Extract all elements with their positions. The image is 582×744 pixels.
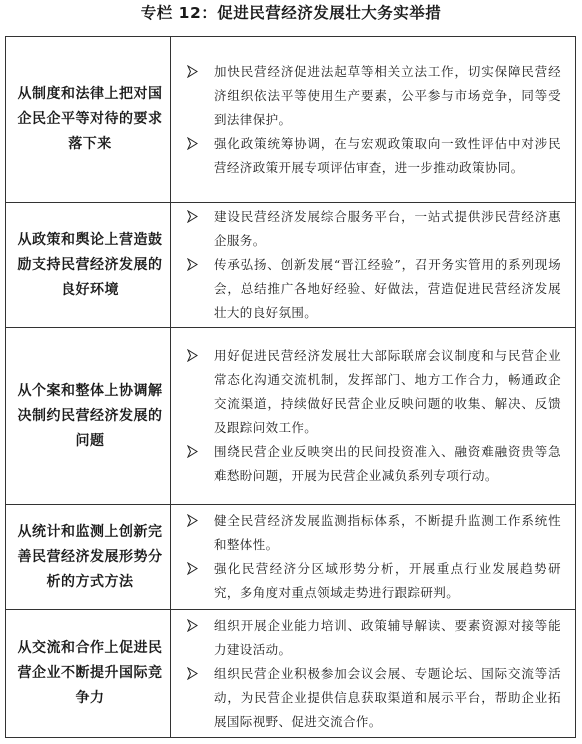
hollow-arrow-bullet-icon [187, 258, 198, 271]
measure-heading: 从统计和监测上创新完善民营经济发展形势分析的方式方法 [6, 505, 171, 610]
measure-row [6, 37, 576, 203]
hollow-arrow-bullet-icon [187, 619, 198, 632]
measure-item-text: 强化民营经济分区域形势分析，开展重点行业发展趋势研究，多角度对重点领域走势进行跟踪研判。 [214, 561, 561, 600]
measure-heading: 从制度和法律上把对国企民企平等对待的要求落下来 [6, 37, 171, 203]
hollow-arrow-bullet-icon [187, 349, 198, 362]
measures-table-body [6, 37, 576, 738]
measure-details [171, 203, 576, 328]
measures-table [5, 36, 576, 738]
measure-details [171, 37, 576, 203]
measure-row [6, 505, 576, 610]
hollow-arrow-bullet-icon [187, 210, 198, 223]
measure-item-list [187, 344, 561, 488]
measure-details [171, 328, 576, 505]
measure-row [6, 610, 576, 738]
measure-item-list [187, 205, 561, 325]
measure-item [187, 253, 561, 325]
measure-item-list [187, 60, 561, 180]
measure-heading: 从交流和合作上促进民营企业不断提升国际竞争力 [6, 610, 171, 738]
hollow-arrow-bullet-icon [187, 562, 198, 575]
hollow-arrow-bullet-icon [187, 445, 198, 458]
measure-heading: 从政策和舆论上营造鼓励支持民营经济发展的良好环境 [6, 203, 171, 328]
measure-heading: 从个案和整体上协调解决制约民营经济发展的问题 [6, 328, 171, 505]
measure-details [171, 505, 576, 610]
measure-item-list [187, 614, 561, 734]
measure-item-text: 传承弘扬、创新发展“晋江经验”，召开务实管用的系列现场会，总结推广各地好经验、好做法，营造促进民营经济发展壮大的良好氛围。 [214, 257, 561, 320]
hollow-arrow-bullet-icon [187, 65, 198, 78]
hollow-arrow-bullet-icon [187, 667, 198, 680]
measure-item [187, 132, 561, 180]
column-title: 专栏 12：促进民营经济发展壮大务实举措 [140, 4, 442, 22]
measure-item [187, 440, 561, 488]
measure-details [171, 610, 576, 738]
measure-item [187, 60, 561, 132]
measure-item [187, 344, 561, 440]
measure-item-text: 围绕民营企业反映突出的民间投资准入、融资难融资贵等急难愁盼问题，开展为民营企业减负系列专项行动。 [214, 444, 561, 483]
measure-item [187, 205, 561, 253]
measure-item-text: 强化政策统筹协调，在与宏观政策取向一致性评估中对涉民营经济政策开展专项评估审查，进一步推动政策协同。 [214, 135, 561, 175]
measure-item-text: 健全民营经济发展监测指标体系，不断提升监测工作系统性和整体性。 [214, 513, 561, 552]
measure-row [6, 203, 576, 328]
measure-item-text: 加快民营经济促进法起草等相关立法工作，切实保障民营经济组织依法平等使用生产要素，公平参与市场竞争，同等受到法律保护。 [214, 63, 561, 127]
measure-item-list [187, 509, 561, 605]
measure-item-text: 组织开展企业能力培训、政策辅导解读、要素资源对接等能力建设活动。 [214, 617, 561, 657]
hollow-arrow-bullet-icon [187, 137, 198, 150]
measure-item-text: 用好促进民营经济发展壮大部际联席会议制度和与民营企业常态化沟通交流机制，发挥部门、地方工作合力，畅通政企交流渠道，持续做好民营企业反映问题的收集、解决、反馈及跟踪问效工作。 [214, 348, 561, 435]
measure-item [187, 614, 561, 662]
measure-item-text: 组织民营企业积极参加会议会展、专题论坛、国际交流等活动，为民营企业提供信息获取渠道和展示平台，帮助企业拓展国际视野、促进交流合作。 [214, 665, 561, 729]
measure-row [6, 328, 576, 505]
measure-item [187, 509, 561, 557]
measure-item-text: 建设民营经济发展综合服务平台，一站式提供涉民营经济惠企服务。 [214, 209, 561, 248]
measure-item [187, 662, 561, 734]
hollow-arrow-bullet-icon [187, 514, 198, 527]
measure-item [187, 557, 561, 605]
